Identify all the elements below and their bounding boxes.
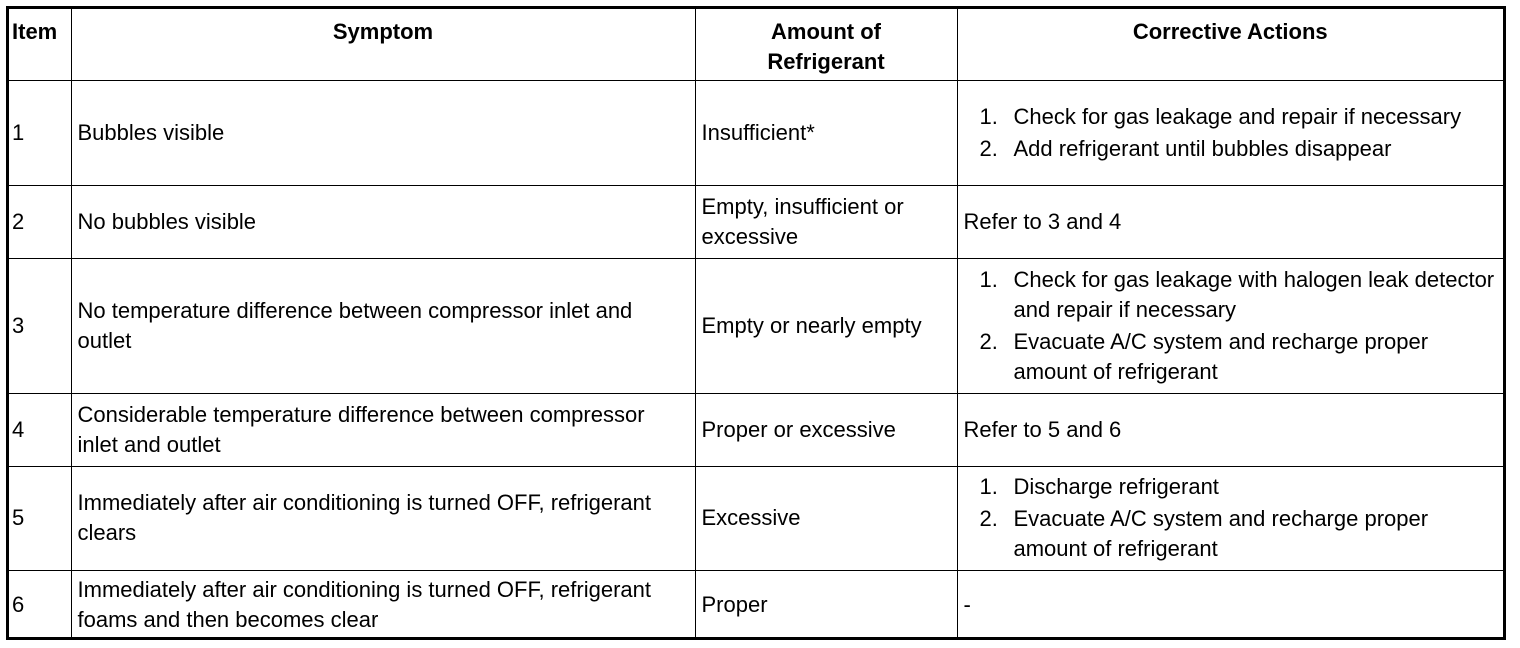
table-row — [9, 80, 1503, 185]
table-row — [9, 258, 1503, 393]
table-row — [9, 185, 1503, 258]
row-symptom: Considerable temperature difference between compressor inlet and outlet — [71, 393, 695, 466]
row-item-number: 4 — [9, 393, 71, 466]
row-amount: Excessive — [695, 466, 957, 570]
action-number: 2. — [979, 328, 998, 354]
action-list — [964, 472, 1498, 564]
row-actions — [957, 258, 1503, 393]
header-actions: Corrective Actions — [957, 9, 1503, 80]
refrigerant-diagnosis-table-frame — [6, 6, 1506, 640]
row-amount: Insufficient* — [695, 80, 957, 185]
table-row — [9, 393, 1503, 466]
header-item: Item — [9, 9, 71, 80]
row-actions — [957, 80, 1503, 185]
action-item — [964, 265, 1498, 325]
action-item — [964, 327, 1498, 387]
header-amount: Amount of Refrigerant — [695, 9, 957, 80]
refrigerant-diagnosis-table — [9, 9, 1503, 640]
action-item — [964, 134, 1498, 164]
row-amount: Proper — [695, 570, 957, 640]
row-item-number: 2 — [9, 185, 71, 258]
header-symptom: Symptom — [71, 9, 695, 80]
action-number: 1. — [979, 474, 998, 499]
row-actions: Refer to 5 and 6 — [957, 393, 1503, 466]
row-amount: Proper or excessive — [695, 393, 957, 466]
header-row — [9, 9, 1503, 80]
action-list — [964, 102, 1498, 164]
row-actions — [957, 466, 1503, 570]
table-row — [9, 466, 1503, 570]
action-item — [964, 504, 1498, 564]
table-row — [9, 570, 1503, 640]
action-number: 1. — [979, 266, 998, 292]
row-item-number: 6 — [9, 570, 71, 640]
row-actions: - — [957, 570, 1503, 640]
row-symptom: No bubbles visible — [71, 185, 695, 258]
row-symptom: No temperature difference between compressor inlet and outlet — [71, 258, 695, 393]
action-text: Check for gas leakage and repair if necessary — [1013, 103, 1462, 129]
row-symptom: Immediately after air conditioning is turned OFF, refrigerant foams and then becomes clear — [71, 570, 695, 640]
row-item-number: 3 — [9, 258, 71, 393]
action-list — [964, 265, 1498, 387]
row-actions: Refer to 3 and 4 — [957, 185, 1503, 258]
row-symptom: Bubbles visible — [71, 80, 695, 185]
action-item — [964, 102, 1498, 132]
action-number: 2. — [979, 506, 998, 531]
action-number: 2. — [979, 135, 998, 161]
action-text: Evacuate A/C system and recharge proper amount of refrigerant — [1013, 506, 1429, 561]
action-text: Evacuate A/C system and recharge proper amount of refrigerant — [1013, 328, 1429, 384]
row-amount: Empty, insufficient or excessive — [695, 185, 957, 258]
action-text: Discharge refrigerant — [1013, 474, 1219, 499]
row-item-number: 5 — [9, 466, 71, 570]
row-symptom: Immediately after air conditioning is turned OFF, refrigerant clears — [71, 466, 695, 570]
row-amount: Empty or nearly empty — [695, 258, 957, 393]
action-number: 1. — [979, 103, 998, 129]
action-text: Add refrigerant until bubbles disappear — [1013, 135, 1392, 161]
action-text: Check for gas leakage with halogen leak detector and repair if necessary — [1013, 266, 1495, 322]
row-item-number: 1 — [9, 80, 71, 185]
action-item — [964, 472, 1498, 502]
